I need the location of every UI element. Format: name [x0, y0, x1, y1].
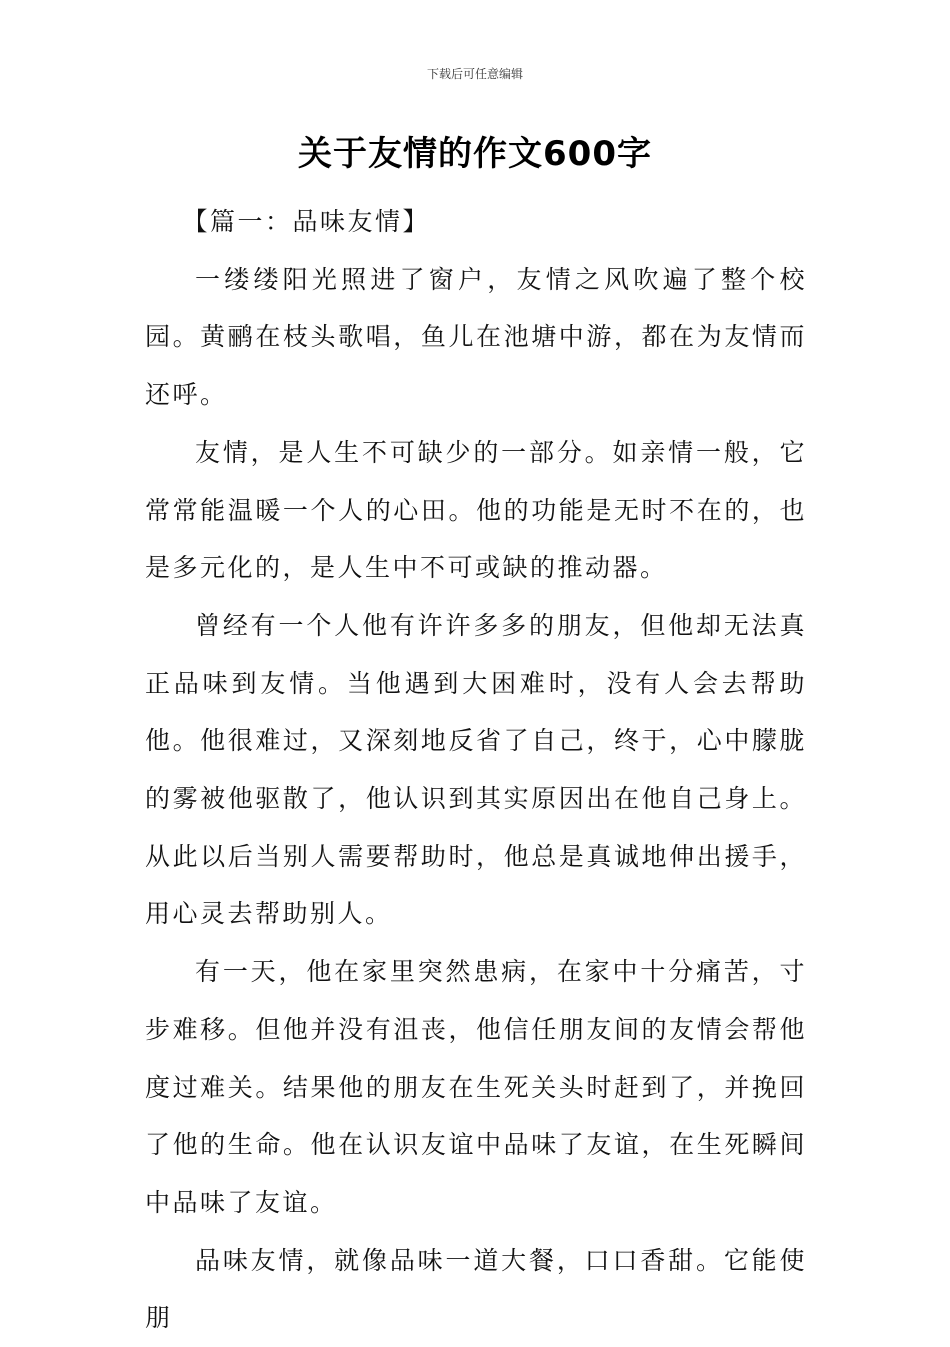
paragraph-5: 品味友情，就像品味一道大餐，口口香甜。它能使朋	[145, 1245, 807, 1333]
document-title: 关于友情的作文600字	[298, 134, 652, 174]
paragraph-4: 有一天，他在家里突然患病，在家中十分痛苦，寸步难移。但他并没有沮丧，他信任朋友间的友情会帮他度过难关。结果他的朋友在生死关头时赶到了，并挽回了他的生命。他在认识友谊中品味了友谊，在生死瞬间中品味了友谊。	[145, 957, 807, 1217]
paragraph-2: 友情，是人生不可缺少的一部分。如亲情一般，它常常能温暖一个人的心田。他的功能是无时不在的，也是多元化的，是人生中不可或缺的推动器。	[145, 437, 807, 583]
section-heading: 【篇一：品味友情】	[182, 207, 431, 236]
paragraph-1: 一缕缕阳光照进了窗户，友情之风吹遍了整个校园。黄鹂在枝头歌唱，鱼儿在池塘中游，都在为友情而还呼。	[145, 264, 807, 410]
paragraph-3: 曾经有一个人他有许许多多的朋友，但他却无法真正品味到友情。当他遇到大困难时，没有人会去帮助他。他很难过，又深刻地反省了自己，终于，心中朦胧的雾被他驱散了，他认识到其实原因出在他自己身上。从此以后当别人需要帮助时，他总是真诚地伸出援手，用心灵去帮助别人。	[145, 610, 807, 929]
page-header-note: 下载后可任意编辑	[426, 67, 523, 81]
document-body	[145, 193, 807, 1347]
